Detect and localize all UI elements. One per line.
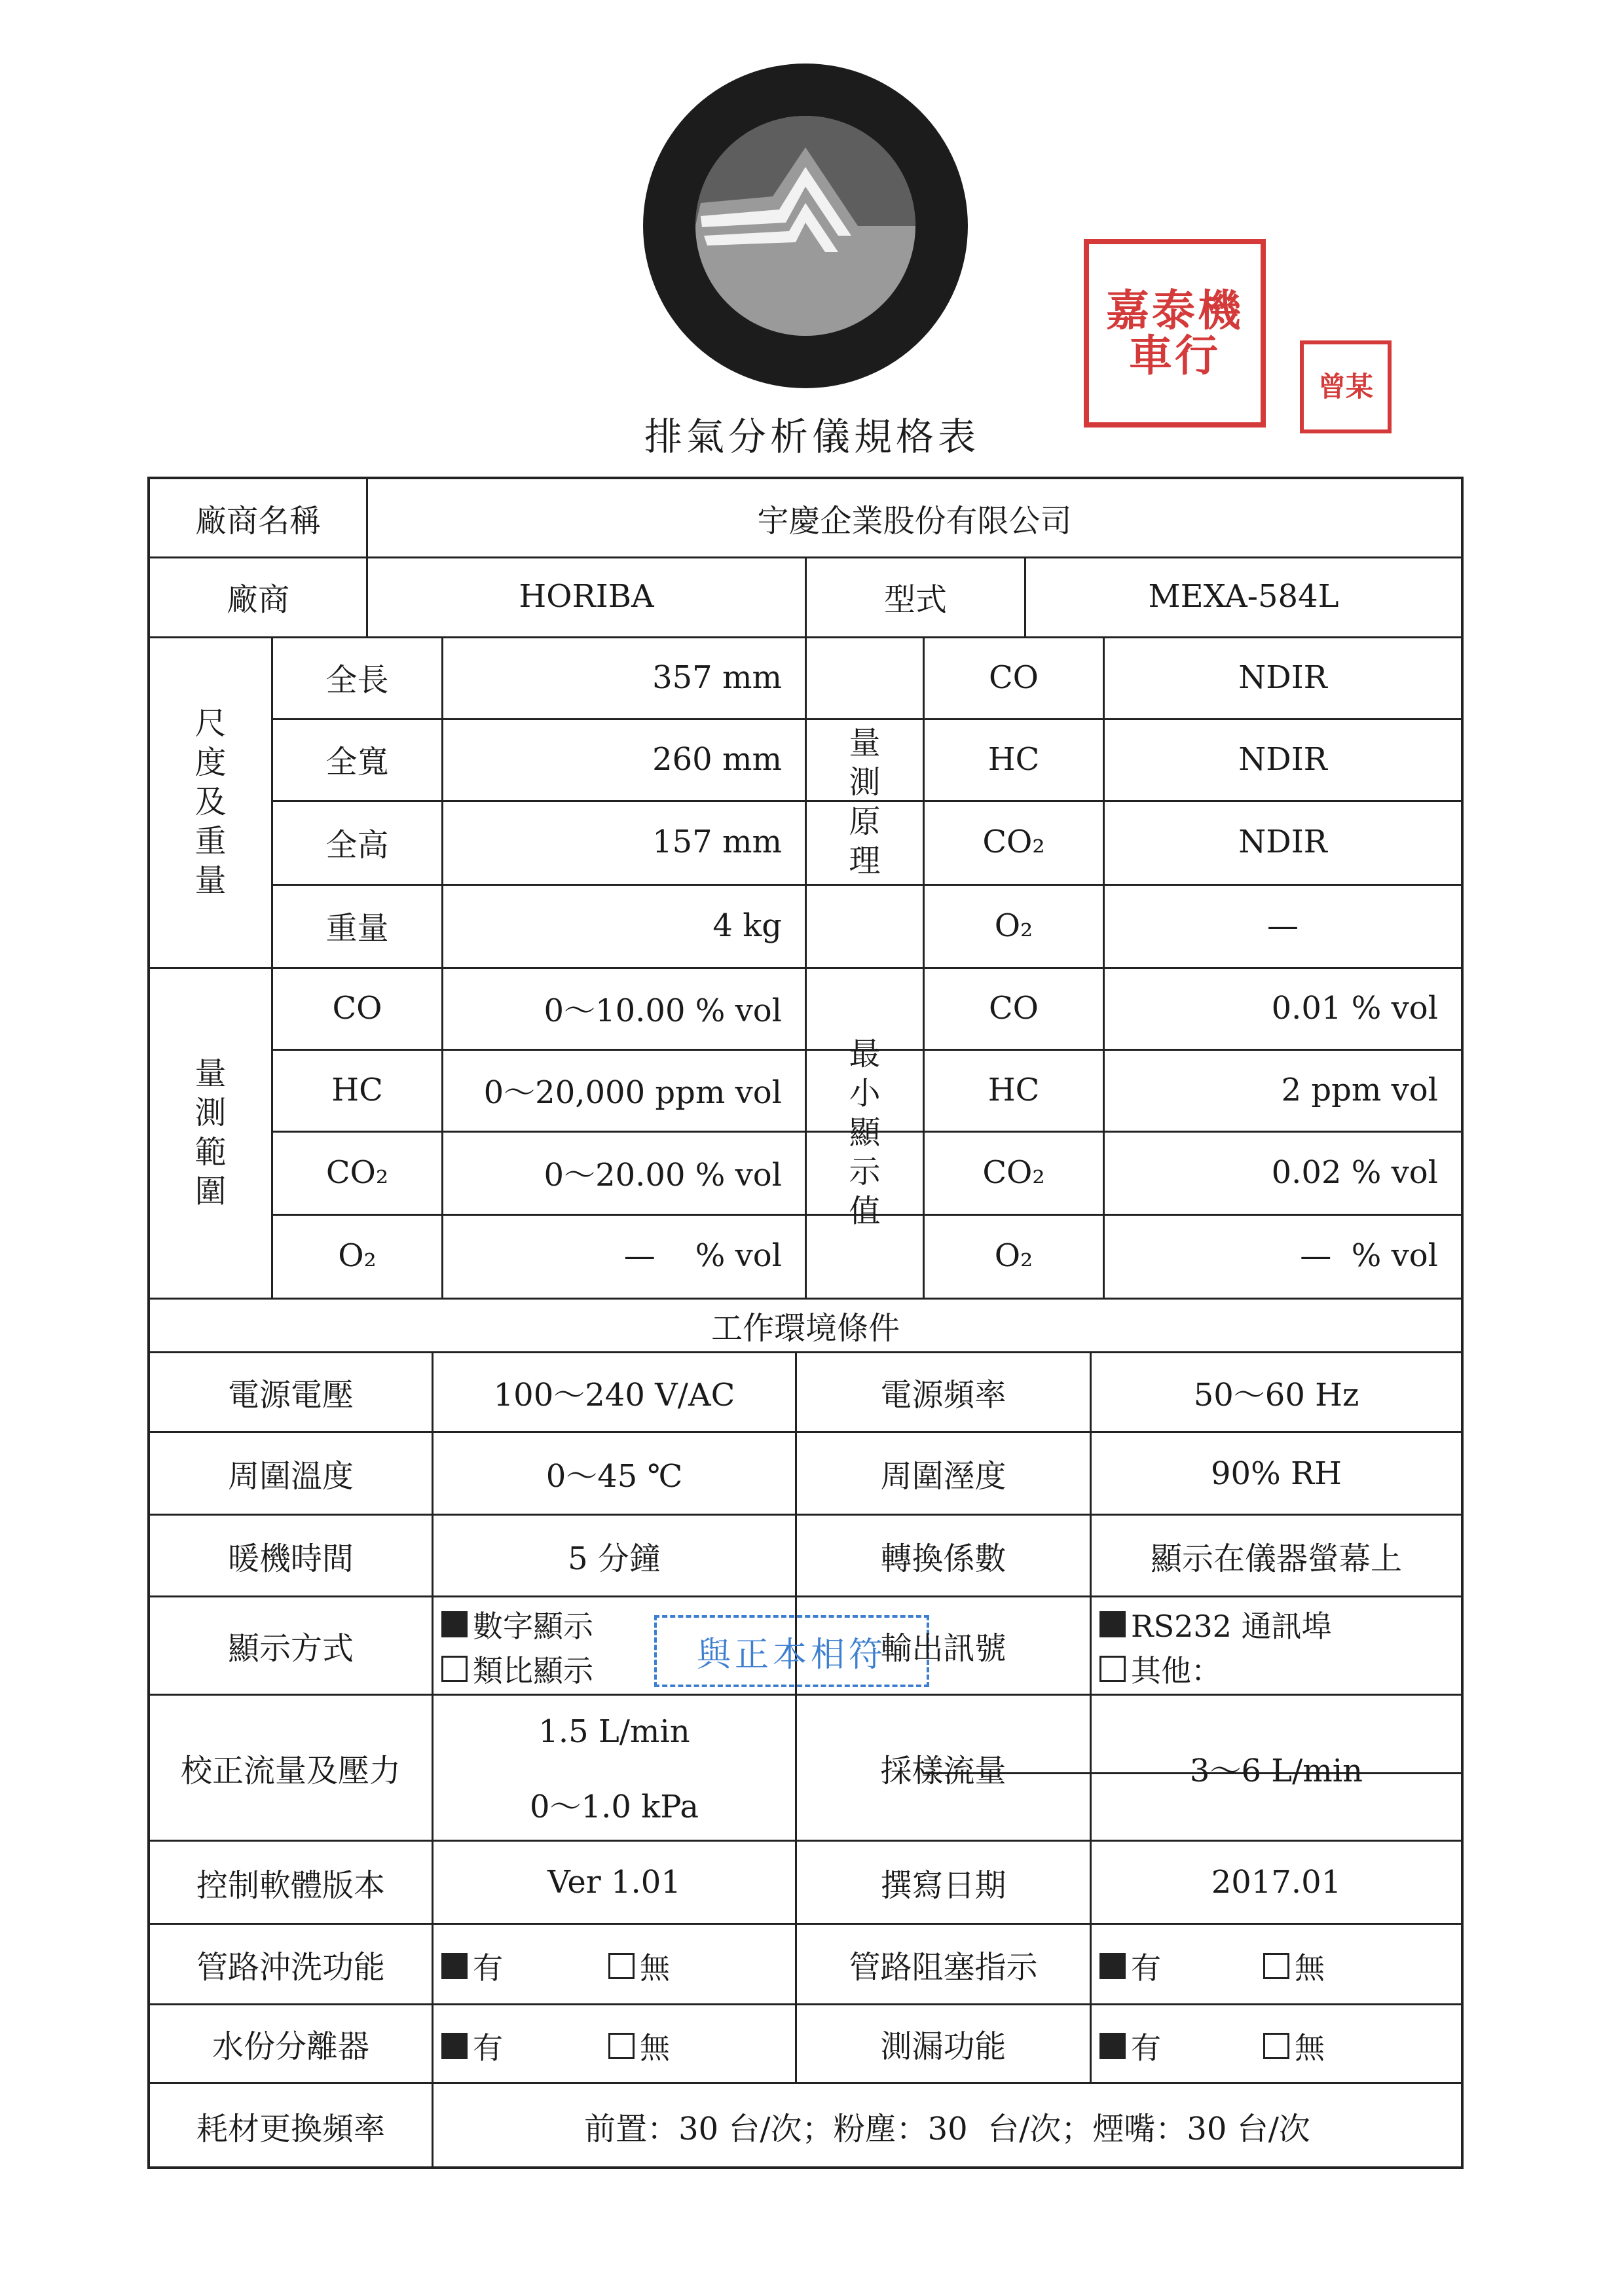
display-digital-option[interactable]: 數字顯示 xyxy=(441,1602,788,1647)
water-yes[interactable]: 有 xyxy=(441,2024,503,2068)
checkbox-checked[interactable] xyxy=(441,1611,468,1637)
display-analog-option[interactable]: 類比顯示 xyxy=(441,1647,788,1691)
gas-label: O₂ xyxy=(994,1237,1033,1274)
range-value: 0～20,000 ppm vol xyxy=(483,1074,782,1111)
gas-label: CO₂ xyxy=(982,824,1045,860)
model-value: MEXA-584L xyxy=(1148,578,1339,615)
date-value: 2017.01 xyxy=(1211,1864,1342,1901)
principle-value: NDIR xyxy=(1238,824,1327,860)
checkbox-checked[interactable] xyxy=(441,1953,468,1979)
gas-label: CO xyxy=(988,659,1039,696)
humid-value: 90% RH xyxy=(1211,1455,1342,1492)
water-label: 水份分離器 xyxy=(212,2028,369,2065)
consumable-value: 前置：30 台/次；粉塵：30 台/次；煙嘴：30 台/次 xyxy=(584,2110,1310,2147)
factor-label: 轉換係數 xyxy=(880,1540,1006,1577)
model-label: 型式 xyxy=(883,581,947,618)
dim-label: 全高 xyxy=(325,826,389,864)
gas-label: CO xyxy=(988,989,1039,1027)
display-label: 顯示方式 xyxy=(227,1630,354,1667)
gas-label: CO xyxy=(332,989,382,1027)
dim-label: 全寬 xyxy=(325,744,389,780)
dim-value: 357 mm xyxy=(652,659,782,696)
resolution-value: — % vol xyxy=(1300,1237,1438,1274)
factor-value: 顯示在儀器螢幕上 xyxy=(1150,1540,1402,1577)
resolution-group-label: 最 小 顯 示 值 xyxy=(849,1035,881,1230)
maker-value: HORIBA xyxy=(519,578,654,615)
freq-label: 電源頻率 xyxy=(880,1377,1006,1413)
gas-label: HC xyxy=(987,1071,1040,1108)
range-value: — % vol xyxy=(623,1237,782,1274)
company-logo xyxy=(642,62,969,390)
gas-label: O₂ xyxy=(338,1237,377,1274)
range-value: 0～10.00 % vol xyxy=(544,993,782,1029)
dim-label: 全長 xyxy=(325,662,389,699)
dim-label: 重量 xyxy=(325,910,389,947)
cal-pressure: 0～1.0 kPa xyxy=(530,1788,699,1825)
warmup-label: 暖機時間 xyxy=(227,1540,354,1577)
temp-value: 0～45 ℃ xyxy=(545,1458,683,1495)
voltage-label: 電源電壓 xyxy=(227,1377,354,1413)
verify-stamp: 與正本相符 xyxy=(654,1615,929,1687)
principle-value: NDIR xyxy=(1238,740,1327,778)
leak-label: 測漏功能 xyxy=(880,2028,1006,2065)
sample-label: 採樣流量 xyxy=(880,1752,1006,1789)
block-label: 管路阻塞指示 xyxy=(849,1948,1038,1986)
checkbox-unchecked[interactable] xyxy=(1263,2033,1289,2059)
dimensions-group-label: 尺 度 及 重 量 xyxy=(194,704,227,899)
voltage-value: 100～240 V/AC xyxy=(493,1377,735,1413)
spec-table xyxy=(147,477,1464,2169)
dim-value: 157 mm xyxy=(652,824,782,860)
vendor-label: 廠商名稱 xyxy=(194,502,321,539)
block-no[interactable]: 無 xyxy=(1263,1944,1325,1988)
flush-yes[interactable]: 有 xyxy=(441,1944,503,1988)
flush-no[interactable]: 無 xyxy=(608,1944,670,1988)
water-no[interactable]: 無 xyxy=(608,2024,670,2068)
gas-label: HC xyxy=(987,740,1040,778)
consumable-label: 耗材更換頻率 xyxy=(196,2110,385,2147)
leak-yes[interactable]: 有 xyxy=(1099,2024,1161,2068)
page-title: 排氣分析儀規格表 xyxy=(644,414,980,459)
date-label: 撰寫日期 xyxy=(880,1867,1006,1904)
output-label: 輸出訊號 xyxy=(880,1630,1006,1667)
output-options xyxy=(1099,1602,1453,1694)
gas-label: CO₂ xyxy=(982,1154,1045,1191)
resolution-value: 0.02 % vol xyxy=(1271,1154,1438,1191)
freq-value: 50～60 Hz xyxy=(1193,1377,1359,1413)
checkbox-checked[interactable] xyxy=(441,2033,468,2059)
flush-label: 管路沖洗功能 xyxy=(196,1948,385,1986)
range-value: 0～20.00 % vol xyxy=(544,1157,782,1194)
cal-label: 校正流量及壓力 xyxy=(180,1752,401,1789)
humid-label: 周圍溼度 xyxy=(880,1458,1006,1495)
leak-no[interactable]: 無 xyxy=(1263,2024,1325,2068)
principle-value: NDIR xyxy=(1238,659,1327,696)
maker-label: 廠商 xyxy=(226,581,289,618)
software-label: 控制軟體版本 xyxy=(196,1867,385,1904)
cal-flow: 1.5 L/min xyxy=(538,1713,690,1750)
checkbox-unchecked[interactable] xyxy=(1099,1656,1126,1682)
env-header: 工作環境條件 xyxy=(710,1310,900,1347)
gas-label: O₂ xyxy=(994,907,1033,944)
gas-label: HC xyxy=(331,1071,383,1108)
checkbox-unchecked[interactable] xyxy=(608,1953,635,1979)
checkbox-checked[interactable] xyxy=(1099,1953,1126,1979)
gas-label: CO₂ xyxy=(325,1154,389,1191)
sample-value: 3～6 L/min xyxy=(1189,1752,1363,1789)
red-seal-small: 曾某 xyxy=(1300,340,1392,433)
output-other-option[interactable]: 其他： xyxy=(1099,1647,1453,1691)
resolution-value: 2 ppm vol xyxy=(1281,1071,1438,1108)
checkbox-unchecked[interactable] xyxy=(608,2033,635,2059)
output-rs232-option[interactable]: RS232 通訊埠 xyxy=(1099,1602,1453,1647)
vendor-value: 宇慶企業股份有限公司 xyxy=(757,502,1072,539)
checkbox-unchecked[interactable] xyxy=(1263,1953,1289,1979)
checkbox-unchecked[interactable] xyxy=(441,1656,468,1682)
red-seal-large: 嘉泰機車行 xyxy=(1084,239,1266,428)
block-yes[interactable]: 有 xyxy=(1099,1944,1161,1988)
principle-value: — xyxy=(1267,907,1299,944)
software-value: Ver 1.01 xyxy=(547,1864,681,1901)
temp-label: 周圍溫度 xyxy=(227,1458,354,1495)
checkbox-checked[interactable] xyxy=(1099,1611,1126,1637)
checkbox-checked[interactable] xyxy=(1099,2033,1126,2059)
range-group-label: 量 測 範 圍 xyxy=(194,1055,227,1210)
warmup-value: 5 分鐘 xyxy=(568,1540,661,1577)
principle-group-label: 量 測 原 理 xyxy=(849,724,881,879)
resolution-value: 0.01 % vol xyxy=(1271,989,1438,1027)
dim-value: 4 kg xyxy=(712,907,782,944)
dim-value: 260 mm xyxy=(652,740,782,778)
